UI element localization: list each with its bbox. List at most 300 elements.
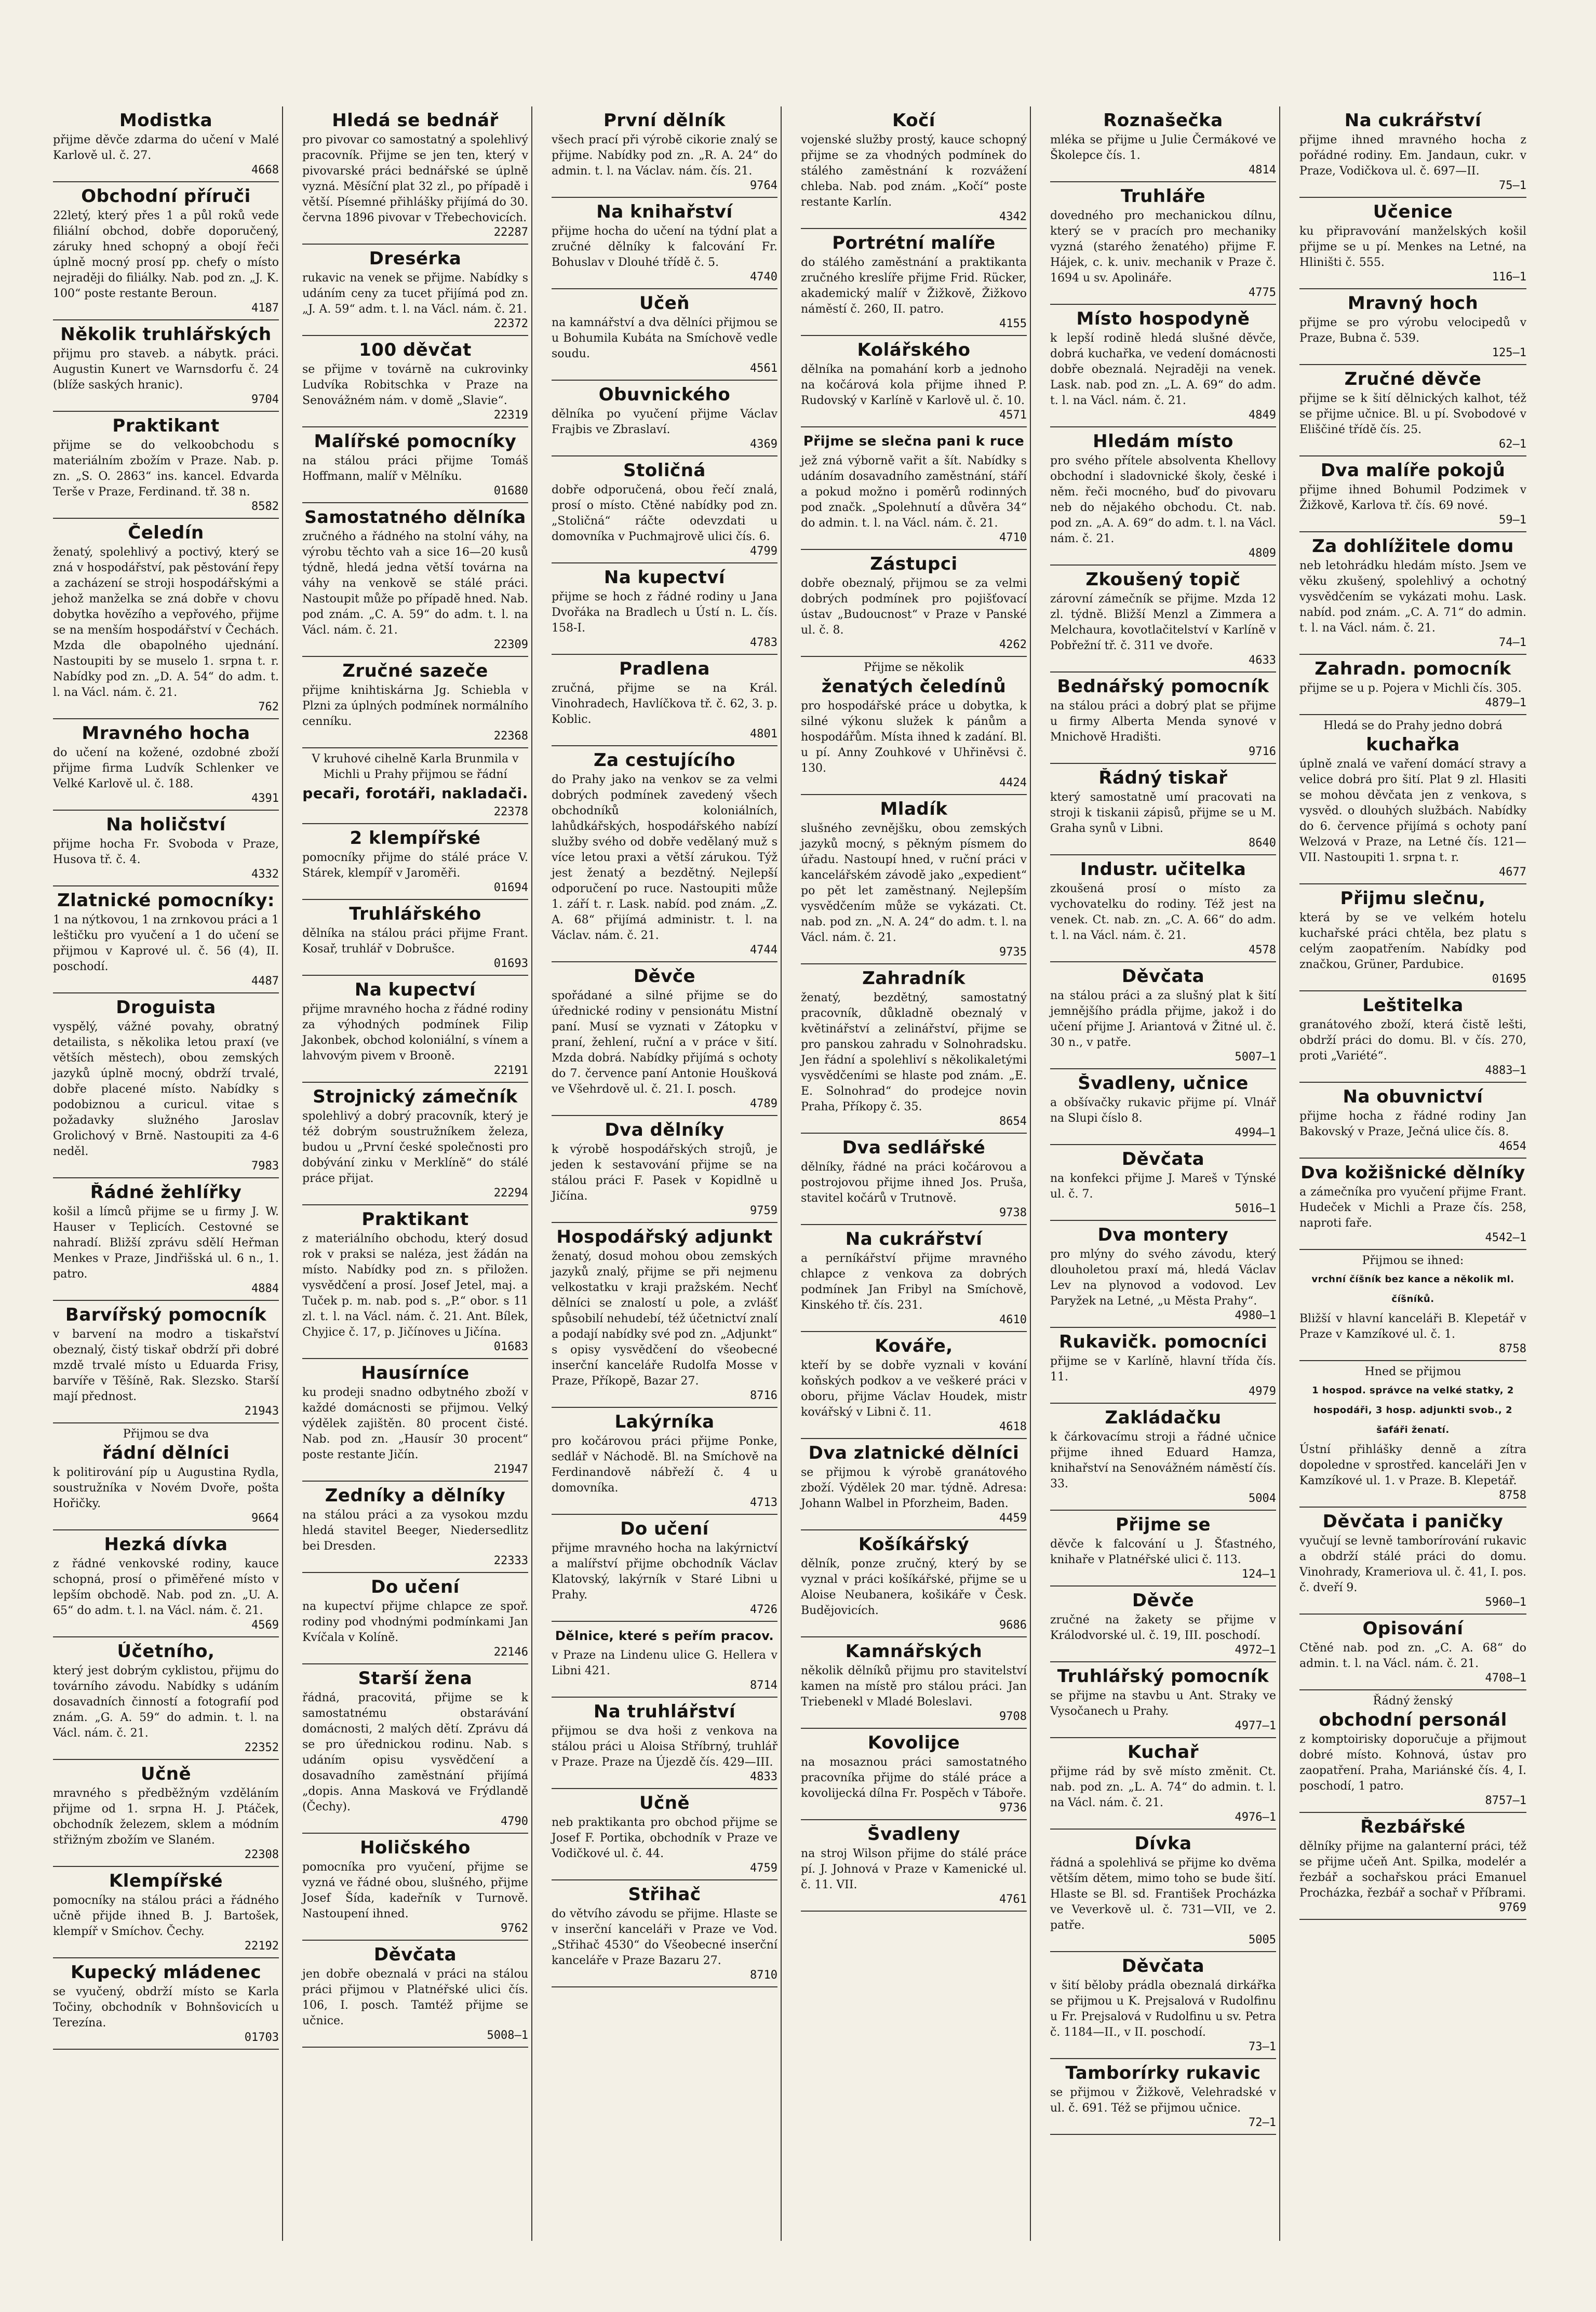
ad-code: 01694 [493,881,528,894]
ad-body: přijmou se dva hoši z venkova na stálou práci u Aloisa Stříbrný, truhlář v Praze. Praze na Újezdě čís. 429—III. [552,1725,777,1769]
column-2 [300,106,532,2241]
ad-body: na stálou práci a dobrý plat se přijme u firmy Alberta Menda synové v Mnichově Hradišti. [1050,700,1276,744]
classified-ad [552,381,777,456]
ad-body: dělníky, řádné na práci kočárovou a postrojovou přijme ihned Jos. Pruša, stavitel kočárů v Trutnově. [801,1161,1027,1205]
ad-code: 4561 [750,362,777,375]
ad-body: k politirování píp u Augustina Rydla, soustružníka v Novém Dvoře, pošta Hořičky. [53,1466,279,1510]
ad-intro: Přijme se několik [864,661,964,674]
classified-ad [1050,182,1276,305]
ad-code: 9764 [750,179,777,192]
classified-ad [1050,1328,1276,1404]
ad-code: 4424 [999,776,1027,789]
ad-body: do stálého zaměstnání a praktikanta zručného kreslíře přijme Frid. Rücker, akademický malíř v Žižkově, Žižkovo náměstí č. 260, II. patro. [801,256,1027,316]
ad-headline: Barvířský pomocník [65,1305,267,1325]
ad-body: přijme knihtiskárna Jg. Schiebla v Plzni za úplných podmínek normálního cenníku. [302,684,528,728]
classified-ad [53,886,279,993]
ad-code: 4708—1 [1485,1672,1526,1685]
ad-code: 4740 [750,271,777,284]
ad-headline: Několik truhlářských [60,325,272,344]
column-1 [51,106,283,2241]
ad-body: na stálou práci a za slušný plat k šití jemnějšího prádla přijme, jakož i do učení přijme J. Ariantová v Žitné ul. č. 30 n., v patře. [1050,989,1276,1049]
ad-body: na kupectví přijme chlapce ze spoř. rodiny pod vhodnými podmínkami Jan Kvíčala v Kolíně. [302,1600,528,1644]
classified-ad [801,964,1027,1134]
ad-code: 22352 [244,1741,279,1754]
classified-ad [552,1880,777,1987]
ad-headline: Truhláře [1120,186,1206,206]
ad-body: přijme ihned Bohumil Podzimek v Žižkově, Karlova tř. čís. 69 nové. [1299,483,1526,512]
ad-headline: Portrétní malíře [832,233,996,253]
classified-ad [302,245,528,336]
ad-headline: Kočí [892,111,935,130]
classified-ad [552,198,777,289]
classified-ad [552,1622,777,1698]
ad-body: v šití běloby prádla obeznalá dirkářka se přijmou u K. Prejsalová v Rudolfinu u Fr. Prejsalová v Rudolfinu u sv. Petra č. 1184—II., v II. poschodí. [1050,1979,1276,2039]
classified-ad [1299,1690,1526,1813]
ad-headline: Obuvnického [598,385,731,405]
ad-headline: Samostatného dělníka [304,507,526,527]
ad-code: 4979 [1249,1385,1276,1398]
ad-body: granátového zboží, která čistě lešti, obdrží práci do domu. Bl. v čís. 270, proti „Variété“. [1299,1018,1526,1063]
ad-body: děvče k falcování u J. Šťastného, knihaře v Platnéřské ulici č. 113. [1050,1538,1276,1566]
ad-headline: Střihač [628,1885,701,1904]
ad-code: 4744 [750,944,777,957]
ad-headline: Dívka [1134,1834,1192,1853]
classified-ad [552,456,777,563]
ad-headline: Košíkářský [858,1535,970,1554]
ad-body: se přijmou v Žižkově, Velehradské v ul. č. 691. Též se přijmou učnice. [1050,2086,1276,2115]
classified-ad [1299,1508,1526,1615]
ad-code: 5008—1 [487,2029,528,2042]
ad-headline: Na truhlářství [593,1702,736,1722]
classified-ad [53,519,279,719]
ad-headline: Dělnice, které s peřím pracov. [555,1629,774,1643]
ad-code: 22309 [493,638,528,651]
ad-headline: Učně [639,1793,690,1813]
ad-code: 8654 [999,1115,1027,1128]
classified-ad [1050,427,1276,566]
ad-headline: Účetního, [117,1642,215,1661]
ad-code: 4726 [750,1603,777,1616]
ad-body: úplně znalá ve vaření domácí stravy a velice dobrá pro šití. Plat 9 zl. Hlasiti se mohou děvčata jen z venkova, s vysvěd. o dlouhých službách. Nabídky do 6. července přijímá s ochoty paní Welzová v Praze, na Letné čís. 121—VII. Nastoupiti 1. srpna t. r. [1299,758,1526,864]
ad-code: 4879—1 [1485,696,1526,709]
ad-headline: Droguista [116,998,216,1017]
ad-code: 124—1 [1241,1568,1276,1581]
ad-body: přijme se hoch z řádné rodiny u Jana Dvořáka na Bradlech u Ústí n. L. čís. 158-I. [552,590,777,635]
ad-headline: Dva sedlářské [842,1138,986,1158]
ad-headline: Zkoušený topič [1085,570,1241,589]
ad-code: 22294 [493,1187,528,1200]
classified-ad [1299,1159,1526,1250]
ad-code: 9704 [251,393,279,406]
classified-ad [53,1178,279,1301]
ad-headline: Mravný hoch [1347,293,1479,313]
classified-ad [1299,1250,1526,1361]
ad-code: 5016—1 [1235,1202,1276,1215]
ad-headline: Dresérka [369,249,462,268]
ad-headline: Zlatnické pomocníky: [57,891,275,910]
classified-ad [552,746,777,962]
ad-body: přijme se u p. Pojera v Michli čís. 305. [1299,682,1522,695]
ad-headline: Leštitelka [1362,996,1464,1015]
classified-ad [302,1664,528,1834]
column-5 [1048,106,1280,2241]
ad-code: 22146 [493,1646,528,1659]
ad-body: přijme hocha Fr. Svoboda v Praze, Husova tř. č. 4. [53,838,279,866]
ad-code: 9686 [999,1619,1027,1632]
classified-ad [1050,1587,1276,1662]
ad-code: 8716 [750,1389,777,1402]
classified-ad [302,503,528,657]
ad-headline: Na kupectví [354,980,476,1000]
ad-body: jen dobře obeznalá v práci na stálou práci přijmou v Platnéřské ulici čís. 106, I. posch. Tamtéž přijme se učnice. [302,1968,528,2027]
classified-ad [1050,305,1276,427]
ad-body: ženatý, spolehlivý a poctivý, který se zná v hospodářství, pak pěstování řepy a zacházení se stroji hospodářskými a jehož manželka se zná dobře v chovu dobytka hovězího a vepřového, přijme se na menším hospodářství v Čechách. Mzda dle obapolného ujednání. Nastoupiti by se muselo 1. srpna t. r. Nabídky pod zn. „D. A. 54“ do adm. t. l. na Václ. nám. č. 21. [53,546,279,699]
ad-headline: Učenice [1373,202,1453,222]
ad-headline: Děvčata i paničky [1322,1512,1504,1531]
ad-headline: Kuchař [1127,1742,1199,1762]
ad-body: všech prací při výrobě cikorie znalý se přijme. Nabídky pod zn. „R. A. 24“ do admin. t. l. na Václav. nám. čís. 21. [552,133,777,178]
classified-ad [302,1205,528,1359]
classified-ad [801,229,1027,336]
ad-headline: 1 hospod. správce na velké statky, 2 hospodáři, 3 hosp. adjunkti svob., 2 šafáři ženatí. [1312,1385,1514,1435]
ad-code: 01680 [493,485,528,498]
ad-headline: Hausírníce [361,1363,470,1383]
ad-code: 5960—1 [1485,1596,1526,1609]
ad-body: se přijme na stavbu u Ant. Straky ve Vysočanech u Prahy. [1050,1689,1276,1718]
ad-code: 22287 [493,226,528,239]
ad-code: 4783 [750,636,777,649]
ad-code: 22372 [493,317,528,330]
ad-headline: Učeň [639,293,690,313]
ad-code: 9762 [501,1922,528,1935]
ad-headline: Zahradník [862,969,965,988]
ad-headline: Kolářského [857,340,971,360]
ad-headline: Zedníky a dělníky [325,1486,506,1506]
ad-headline: Dva montery [1097,1225,1229,1245]
ad-body: na stálou práci a za vysokou mzdu hledá stavitel Beeger, Niedersedlitz bei Dresden. [302,1509,528,1553]
ad-code: 62—1 [1499,438,1526,451]
ad-code: 8757—1 [1485,1794,1526,1807]
ad-code: 01683 [493,1340,528,1353]
ad-body: dobře obeznalý, přijmou se za velmi dobrých podmínek pro pojišťovací ústav „Budoucnost“ v Praze v Panské ul. č. 8. [801,577,1027,637]
classified-ad [1299,456,1526,532]
ad-headline: Kovolijce [867,1733,960,1753]
ad-body: do Prahy jako na venkov se za velmi dobrých podmínek zavedený všech obchodníků koloniálních, lahůdkářských, hospodářského nabízí služby svého od dobře vedělaný muž s více letou praxi a větší zárukou. Týž jest ženatý a bezdětný. Nejlepší odporučení po ruce. Nastoupiti může 1. září t. r. Lask. nabíd. pod znám. „Z. A. 68“ přijímá administr. t. l. na Václav. nám. č. 21. [552,773,777,942]
ad-headline: Za cestujícího [593,750,736,770]
classified-ad [302,336,528,427]
ad-body: pro kočárovou práci přijme Ponke, sedlář v Náchodě. Bl. na Smíchově na Ferdinandově nábřeží č. 4 u domovníka. [552,1435,777,1495]
ad-code: 4155 [999,317,1027,330]
classified-ad [552,1408,777,1515]
ad-code: 4391 [251,792,279,805]
classified-ad [302,976,528,1083]
ad-headline: Truhlářský pomocník [1057,1666,1269,1686]
ad-body: v Praze na Lindenu ulice G. Hellera v Libni 421. [552,1649,777,1677]
ad-code: 4262 [999,638,1027,651]
ad-code: 4668 [251,164,279,177]
ad-body: pro mlýny do svého závodu, který dlouholetou praxí má, hledá Václav Lev na plynovod a vodovod. Lev Paryžek na Letné, „u Města Prahy“. [1050,1248,1276,1308]
ad-code: 8758 [1499,1489,1526,1502]
ad-body: košil a límců přijme se u firmy J. W. Hauser v Teplicích. Cestovné se nahradí. Bližší zprávu sdělí Heřman Menkes v Praze, Jindřišská ul. 6 n., 1. patro. [53,1205,279,1281]
ad-code: 4332 [251,868,279,881]
ad-code: 74—1 [1499,636,1526,649]
classified-ad [302,427,528,503]
ad-code: 4801 [750,728,777,741]
ad-headline: řádní dělníci [102,1443,230,1463]
ad-body: pomocníky na stálou práci a řádného učně přijde ihned B. J. Bartošek, klempíř v Smíchov. Čechy. [53,1894,279,1938]
ad-body: ženatý, bezdětný, samostatný pracovník, důkladně obeznalý v květinářství a zelinářství, přijme se pro panskou zahradu v Solnohradsku. Jen řádní a spolehliví s několikaletými vysvědčeními se hlaste pod znám. „E. E. Solnohrad“ do prodejce novin Praha, Příkopy č. 35. [801,991,1027,1113]
ad-body: dovedného pro mechanickou dílnu, který se v pracích pro mechaniky vyzná (starého ženatého) přijme F. Hájek, c. k. univ. mechanik v Praze č. 1694 u sv. Apolináře. [1050,209,1276,285]
classified-ad [801,1134,1027,1225]
ad-headline: 2 klempířské [350,828,481,848]
ad-body: přijme mravného hocha na lakýrnictví a malířství přijme obchodník Václav Klatovský, lakýrník v Staré Libni u Prahy. [552,1542,777,1602]
ad-body: přijmu pro staveb. a nábytk. práci. Augustin Kunert ve Warnsdorfu č. 24 (blíže saských hranic). [53,347,279,392]
ad-headline: Starší žena [358,1669,473,1688]
ad-headline: Pradlena [619,659,710,679]
ad-headline: Řádný tiskař [1098,768,1228,788]
ad-headline: Mravného hocha [82,723,250,743]
ad-body: k výrobě hospodářských strojů, je jeden k sestavování přijme se na stálou práci F. Pasek v Kopidlně u Jičína. [552,1143,777,1203]
ad-headline: Hledá se bednář [332,111,499,130]
ad-code: 22308 [244,1848,279,1861]
classified-ad [801,1332,1027,1439]
ad-body: se přijme v továrně na cukrovinky Ludvíka Robitschka v Praze na Senovážném nám. v domě „Slavie“. [302,363,528,407]
classified-ad [801,550,1027,657]
classified-ad [801,1225,1027,1332]
ad-body: mravného s předběžným vzděláním přijme od 1. srpna H. J. Ptáček, obchodník železem, sklem a módním střižným zbožím ve Slaném. [53,1787,279,1847]
ad-headline: pecaři, forotáři, nakladači. [302,785,528,802]
ad-intro: V kruhové cihelně Karla Brunmila v Michli u Prahy přijmou se řádní [312,752,519,781]
ad-body: ku připravování manželských košil přijme se u pí. Menkes na Letné, na Hliništi č. 555. [1299,225,1526,269]
ad-code: 9664 [251,1512,279,1525]
classified-ad [552,655,777,746]
classified-ad [552,289,777,381]
classified-ad [302,657,528,748]
classified-ad [53,182,279,320]
ad-code: 01695 [1492,973,1526,986]
ad-intro: Hledá se do Prahy jedno dobrá [1323,719,1503,732]
ad-code: 22368 [493,730,528,743]
ad-body: rukavic na venek se přijme. Nabídky s udáním ceny za tucet přijímá pod zn. „J. A. 59“ adm. t. l. na Václ. nám. č. 21. [302,272,528,316]
classified-ad [53,1530,279,1637]
classified-ad [801,1729,1027,1820]
ad-body: ku prodeji snadno odbytného zboží v každé domácnosti se přijmou. Velký výdělek zajištěn. 80 procent čisté. Nab. pod zn. „Hausír 30 procent“ poste restante Jičín. [302,1386,528,1461]
ad-code: 4849 [1249,409,1276,422]
classified-ad [1050,1952,1276,2059]
classified-ad [53,320,279,412]
ad-headline: Dva malíře pokojů [1320,461,1506,480]
ad-body: v barvení na modro a tiskařství obeznalý, čistý tiskař obdrží při dobré mzdě trvalé místo u Eduarda Frisy, barvíře v Těšíně, Rak. Slezsko. Starší mají přednost. [53,1328,279,1403]
ad-headline: Děvče [1132,1591,1195,1610]
ad-code: 4833 [750,1770,777,1783]
ad-body: na mosaznou práci samostatného pracovníka přijme do stálé práce a kovolijecká dílna Fr. Pospěch v Táboře. [801,1756,1027,1800]
classified-ad [1050,1738,1276,1830]
ad-code: 5005 [1249,1933,1276,1946]
ad-code: 4883—1 [1485,1064,1526,1077]
classified-ad [1299,365,1526,456]
ad-body: který jest dobrým cyklistou, přijmu do továrního závodu. Nabídky s udáním dosavadních činností a fotografií pod znám. „G. A. 59“ do admin. t. l. na Václ. nám. č. 21. [53,1664,279,1740]
ad-code: 4342 [999,210,1027,223]
classified-ad [302,1941,528,2048]
ad-body: do učení na kožené, ozdobné zboží přijme firma Ludvík Schlenker ve Velké Karlově ul. č. 188. [53,746,279,790]
ad-body: několik dělníků přijmu pro stavitelství kamen na místě pro stálou práci. Jan Triebenekl v Mladé Boleslavi. [801,1664,1027,1709]
ad-code: 8714 [750,1679,777,1692]
ad-body: z řádné venkovské rodiny, kauce schopná, prosí o přiměřené místo v lepším obchodě. Nab. pod zn. „U. A. 65“ do adm. t. l. na Václ. nám. č. 21. [53,1557,279,1617]
classified-ad [1050,764,1276,855]
classified-ad [302,748,528,824]
column-4 [799,106,1031,2241]
ad-code: 4542—1 [1485,1231,1526,1244]
ad-body: přijme se v Karlíně, hlavní třída čís. 11. [1050,1355,1276,1383]
classified-ad [1299,1813,1526,1920]
ad-code: 4487 [251,975,279,988]
classified-ad [1299,198,1526,289]
ad-code: 73—1 [1249,2040,1276,2053]
ad-code: 21943 [244,1405,279,1418]
ad-body: vyučují se levně tamborírování rukavic a obdrží stálé práci do domu. Vinohrady, Krameriova ul. č. 41, I. pos. č. dveří 9. [1299,1535,1526,1594]
ad-headline: Mladík [880,799,948,819]
ad-code: 9769 [1499,1901,1526,1914]
ad-body: Ústní přihlášky denně a zítra dopoledne v sprostřed. kanceláři Jen v Kamzíkové ul. 1. v Praze. B. Klepetář. [1299,1443,1526,1487]
ad-headline: Obchodní příruči [81,186,251,206]
ad-code: 22192 [244,1940,279,1953]
ad-body: se vyučený, obdrží místo se Karla Točiny, obchodník v Bohnšovicích u Terezína. [53,1985,279,2029]
ad-code: 4980—1 [1235,1309,1276,1322]
classified-ad [53,1867,279,1958]
ad-body: do větvího závodu se přijme. Hlaste se v inserční kanceláři v Praze ve Vod. „Střihač 4530“ do Všeobecné inserční kanceláře v Praze Bazaru 27. [552,1907,777,1967]
ad-headline: Zakládačku [1105,1408,1222,1428]
ad-headline: Švadleny, učnice [1078,1073,1249,1093]
ad-body: na kamnářství a dva dělníci přijmou se u Bohumila Kubáta na Smíchově vedle soudu. [552,316,777,360]
ad-code: 22378 [493,805,528,818]
ad-body: zárovní zámečník se přijme. Mzda 12 zl. týdně. Bližší Menzl a Zimmera a Melchaura, kovotlačitelství v Karlíně v Pobřežní tř. č. 311 ve dvoře. [1050,593,1276,652]
classified-ad [1050,1221,1276,1328]
ad-code: 116—1 [1492,271,1526,284]
ad-body: slušného zevnějšku, obou zemských jazyků mocný, s pěkným písmem do úřadu. Nastoupí hned, v ruční práci v kancelářském závodě jako „expedient“ po pět let zaměstnaný. Nejlepším vysvědčením může se vykázati. Ct. nab. pod zn. „N. A. 24“ do adm. t. l. na Václ. nám. č. 21. [801,822,1027,944]
ad-headline: Švadleny [867,1824,960,1844]
ad-body: zručné na žakety se přijme v Králodvorské ul. č. 19, III. poschodí. [1050,1614,1276,1642]
classified-ad [552,1515,777,1622]
classified-ad [552,1698,777,1789]
ad-code: 4578 [1249,944,1276,957]
ad-body: pomocníky přijme do stálé práce V. Stárek, klempíř v Jaroměři. [302,851,528,880]
ad-code: 8758 [1499,1342,1526,1355]
ad-code: 72—1 [1249,2116,1276,2129]
ad-headline: Malířské pomocníky [314,432,517,451]
ad-code: 4977—1 [1235,1719,1276,1732]
ad-code: 75—1 [1499,179,1526,192]
classified-ad [302,1083,528,1205]
ad-code: 4710 [999,531,1027,544]
ad-headline: Dva zlatnické dělníci [808,1443,1020,1463]
ad-headline: Lakýrníka [614,1412,715,1432]
ad-body: z materiálního obchodu, který dosud rok v praksi se naléza, jest žádán na místo. Nabídky pod zn. s přiložen. vysvědčení a prosí. Josef Jetel, maj. a Tuček p. m. nab. pod s. „P.“ obor. s 11 zl. t. l. na Václ. nám. č. 21. Ant. Bílek, Chyjice č. 17, p. Jičínoves u Jičína. [302,1232,528,1339]
classified-ad [302,1359,528,1482]
classified-ad [1299,655,1526,715]
ad-body: dělníka na stálou práci přijme Frant. Kosař, truhlář v Dobrušce. [302,927,528,956]
ad-headline: 100 děvčat [359,340,472,360]
ad-body: a zámečníka pro vyučení přijme Frant. Hudeček v Michli a Praze čís. 258, naproti faře. [1299,1186,1526,1230]
ad-headline: Praktikant [361,1209,469,1229]
ad-body: neb letohrádku hledám místo. Jsem ve věku zkušený, spolehlivý a ochotný vysvědčením se vykázati mohu. Lask. nabíd. pod znám. „C. A. 71“ do admin. t. l. na Václ. nám. č. 21. [1299,559,1526,635]
classified-ad [53,811,279,886]
ad-headline: Přijmu slečnu, [1340,889,1486,908]
classified-ad [1299,1083,1526,1159]
ad-headline: Na cukrářství [1344,111,1482,130]
ad-code: 4972—1 [1235,1644,1276,1657]
classified-ad [302,1573,528,1664]
ad-code: 01693 [493,957,528,970]
ad-body: na stálou práci přijme Tomáš Hoffmann, malíř v Mělníku. [302,454,528,483]
ad-code: 9736 [999,1802,1027,1814]
ad-body: dělníka na pomahání korb a jednoho na kočárová kola přijme ihned P. Rudovský v Karlíně v Karlově ul. č. 10. [801,363,1027,407]
classified-ad [1050,1404,1276,1511]
ad-headline: Hezká dívka [104,1535,228,1554]
ad-body: 22letý, který přes 1 a půl roků vede filiální obchod, dobře doporučený, záruky hned schopný a obojí řeči úplně mocný prosí pp. chefy o místo nejraději do filiálky. Nab. pod zn. „J. K. 100“ poste restante Beroun. [53,209,279,300]
ad-headline: Zahradn. pomocník [1315,659,1511,679]
classified-ad [1050,106,1276,182]
ad-body: dobře odporučená, obou řečí znalá, prosí o místo. Ctěné nabídky pod zn. „Stoličná“ ráčte odevzdati u domovníka v Puchmajrově ulici čís. 6. [552,483,777,543]
ad-body: přijme se pro výrobu velocipedů v Praze, Bubna č. 539. [1299,316,1526,345]
classified-ad [801,657,1027,795]
ad-code: 21947 [493,1463,528,1476]
ad-body: spořádané a silné přijme se do úřednické rodiny v pensionátu Mistní paní. Musí se vyznati v Zátopku v praní, žehlení, ruční a v práce v šití. Mzda dobrá. Nabídky přijímá s ochoty do 7. července paní Antonie Houšková ve Všehrdově ul. č. 21. I. posch. [552,989,777,1096]
ad-body: 1 na nýtkovou, 1 na zrnkovou práci a 1 leštičku pro vyučení a 1 do učení se přijmou v Kaprové ul. č. 56 (4), II. poschodí. [53,913,279,973]
classified-ad [801,427,1027,550]
ad-headline: Na holičství [106,815,226,835]
classified-ad [552,1223,777,1408]
ad-headline: Na cukrářství [845,1229,983,1249]
classified-ad [1299,532,1526,655]
ad-body: pomocníka pro vyučení, přijme se vyzná ve řádné obou, slušného, přijme Josef Šída, kadeřník v Turnově. Nastoupení ihned. [302,1861,528,1920]
ad-body: který samostatně umí pracovati na stroji k tiskanii zápisů, přijme se u M. Graha synů v Libni. [1050,791,1276,835]
classified-ad [1299,715,1526,884]
ad-headline: Děvčata [373,1945,457,1965]
ad-body: na konfekci přijme J. Mareš v Týnské ul. č. 7. [1050,1172,1276,1201]
classified-ad [1299,289,1526,365]
ad-body: dělníky přijme na galanterní práci, též se přijme učeň Ant. Spilka, modelér a řezbář a sochařskou práci Emanuel Procházka, řezbář a sochař v Příbrami. [1299,1840,1526,1900]
classified-ad [1299,1615,1526,1690]
classified-ad [801,1820,1027,1912]
ad-code: 4618 [999,1420,1027,1433]
ad-code: 8640 [1249,837,1276,850]
classified-ad [1050,1830,1276,1952]
ad-code: 5004 [1249,1492,1276,1505]
ad-headline: Rukavičk. pomocníci [1058,1332,1268,1352]
ad-headline: Holičského [360,1838,471,1858]
ad-code: 4809 [1249,547,1276,560]
ad-headline: kuchařka [1366,735,1460,755]
ad-body: přijme se k šití dělnických kalhot, též se přijme učnice. Bl. u pí. Svobodové v Eliščiné třídě čís. 25. [1299,392,1526,436]
classified-ad [1050,1662,1276,1738]
ad-code: 4654 [1499,1140,1526,1153]
ad-body: mléka se přijme u Julie Čermákové ve Školepce čís. 1. [1050,133,1276,162]
ad-body: k čárkovacímu stroji a řádné učnice přijme ihned Eduard Hamza, knihařství na Senovážném náměstí čís. 33. [1050,1431,1276,1490]
ad-body: přijme hocha do učení na týdní plat a zručné dělníky k falcování Fr. Bohuslav v Dlouhé třídě č. 5. [552,225,777,269]
ad-body: dělníka po vyučení přijme Václav Frajbis ve Zbraslaví. [552,408,777,436]
ad-headline: Zástupci [870,554,958,574]
ad-code: 4789 [750,1097,777,1110]
ad-headline: Roznašečka [1103,111,1223,130]
ad-headline: ženatých čeledínů [821,677,1007,696]
ad-code: 4976—1 [1235,1811,1276,1824]
column-6 [1297,106,1530,2241]
ad-code: 4571 [999,409,1027,422]
classified-ad [53,412,279,519]
ad-body: zručného a řádného na stolní váhy, na výrobu těchto vah a sice 16—20 kusů týdně, hledá jedna větší továrna na váhy na venkově se stálé práci. Nastoupit může po případě hned. Nab. pod znám. „C. A. 59“ do adm. t. l. na Václ. nám. č. 21. [302,530,528,637]
ad-body: se přijmou k výrobě granátového zboží. Výdělek 20 mar. týdně. Adresa: Johann Walbel in Pforzheim, Baden. [801,1466,1027,1510]
ad-headline: Čeledín [128,523,204,543]
